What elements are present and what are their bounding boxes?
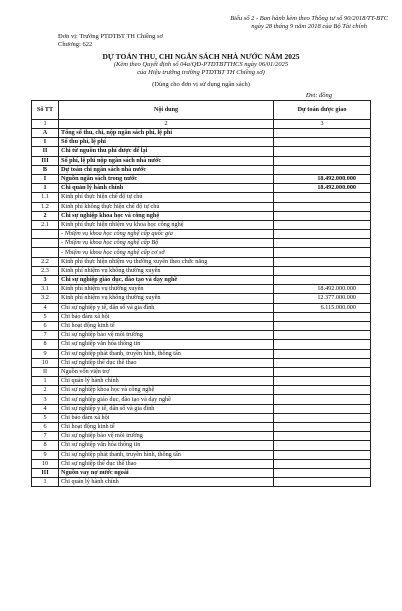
row-amount — [274, 386, 371, 395]
row-amount: 18.492.000.000 — [274, 184, 371, 193]
row-content: Chi quản lý hành chính — [59, 377, 274, 386]
table-row — [32, 184, 371, 193]
table-row — [32, 230, 371, 239]
row-content: Dự toán chi ngân sách nhà nước — [59, 165, 274, 174]
row-stt: 1.2 — [32, 202, 59, 211]
header-amount: Dự toán được giao — [274, 101, 371, 120]
row-stt: 1 — [32, 377, 59, 386]
table-row — [32, 459, 371, 468]
row-content: Chi sự nghiệp giáo dục, đào tạo và dạy nghề — [59, 395, 274, 404]
row-content: Kinh phí thực hiện chế độ tự chủ — [59, 193, 274, 202]
row-amount — [274, 266, 371, 275]
table-row — [32, 303, 371, 312]
table-row — [32, 349, 371, 358]
row-amount — [274, 202, 371, 211]
row-amount — [274, 413, 371, 422]
table-row — [32, 174, 371, 183]
row-amount — [274, 193, 371, 202]
row-stt: A — [32, 129, 59, 138]
row-amount — [274, 147, 371, 156]
row-stt: 5 — [32, 312, 59, 321]
row-content: Chi sự nghiệp phát thanh, truyền hình, thông tấn — [59, 349, 274, 358]
row-content: Kinh phí nhiệm vụ không thường xuyên — [59, 294, 274, 303]
row-content: Chi quản lý hành chính — [59, 184, 274, 193]
row-content: - Nhiệm vụ khoa học công nghệ cấp Bộ — [59, 239, 274, 248]
row-content: Số phí, lệ phí nộp ngân sách nhà nước — [59, 156, 274, 165]
table-row — [32, 331, 371, 340]
table-row — [32, 156, 371, 165]
row-content: Chi từ nguồn thu phí được để lại — [59, 147, 274, 156]
row-content: Chi sự nghiệp thể dục thể thao — [59, 459, 274, 468]
table-row — [32, 423, 371, 432]
form-reference — [230, 15, 388, 31]
row-content: Số thu phí, lệ phí — [59, 138, 274, 147]
table-row — [32, 165, 371, 174]
row-amount: 12.377.000.000 — [274, 294, 371, 303]
table-row — [32, 478, 371, 487]
row-content: - Nhiệm vụ khoa học công nghệ cấp cơ sở — [59, 248, 274, 257]
row-stt: 5 — [32, 413, 59, 422]
row-amount — [274, 395, 371, 404]
table-row — [32, 395, 371, 404]
table-row — [32, 432, 371, 441]
row-content: Kinh phí nhiệm vụ thường xuyên — [59, 285, 274, 294]
row-stt: 2.2 — [32, 257, 59, 266]
table-row — [32, 358, 371, 367]
row-stt: 3.2 — [32, 294, 59, 303]
row-content: Chi sự nghiệp thể dục thể thao — [59, 358, 274, 367]
row-amount — [274, 404, 371, 413]
row-stt: B — [32, 165, 59, 174]
row-stt: 6 — [32, 423, 59, 432]
currency-unit: Đvt: đồng — [305, 92, 332, 99]
row-content: Chi sự nghiệp bảo vệ môi trường — [59, 331, 274, 340]
unit-name: Đơn vị: Trường PTDTBT TH Chiềng sơ — [58, 33, 163, 40]
row-amount — [274, 340, 371, 349]
table-row — [32, 294, 371, 303]
row-stt: 1.1 — [32, 193, 59, 202]
row-stt: 8 — [32, 441, 59, 450]
row-content: Chi hoạt động kinh tế — [59, 321, 274, 330]
row-amount — [274, 331, 371, 340]
subtitle-line-2: của Hiệu trưởng trường PTDTBT TH Chiềng sơ) — [137, 68, 265, 76]
row-stt: 4 — [32, 303, 59, 312]
row-content: Chi hoạt động kinh tế — [59, 423, 274, 432]
table-row — [32, 220, 371, 229]
table-row — [32, 413, 371, 422]
row-amount — [274, 276, 371, 285]
row-amount — [274, 432, 371, 441]
row-content: Chi sự nghiệp văn hóa thông tin — [59, 441, 274, 450]
table-row — [32, 248, 371, 257]
row-stt: 9 — [32, 450, 59, 459]
row-amount — [274, 468, 371, 477]
form-line-1: Biểu số 2 - Ban hành kèm theo Thông tư số 90/2018/TT-BTC — [230, 15, 388, 22]
document-subtitle — [0, 61, 402, 76]
table-row — [32, 468, 371, 477]
row-stt — [32, 248, 59, 257]
row-amount — [274, 248, 371, 257]
row-stt: 3 — [32, 395, 59, 404]
table-row — [32, 211, 371, 220]
table-row — [32, 312, 371, 321]
row-amount — [274, 441, 371, 450]
table-row — [32, 404, 371, 413]
row-amount — [274, 358, 371, 367]
col-number-2: 2 — [59, 120, 274, 129]
header-stt: Số TT — [32, 101, 59, 120]
row-stt: 6 — [32, 321, 59, 330]
row-content: Kinh phí thực hiện nhiệm vụ thường xuyên theo chức năng — [59, 257, 274, 266]
table-header-row — [32, 101, 371, 120]
table-row — [32, 193, 371, 202]
table-row — [32, 450, 371, 459]
row-content: Chi bảo đảm xã hội — [59, 312, 274, 321]
row-amount — [274, 239, 371, 248]
row-stt: 2 — [32, 386, 59, 395]
row-amount — [274, 230, 371, 239]
row-content: Chi sự nghiệp y tế, dân số và gia đình — [59, 404, 274, 413]
table-row — [32, 321, 371, 330]
table-row — [32, 147, 371, 156]
row-content: Chi bảo đảm xã hội — [59, 413, 274, 422]
table-row — [32, 386, 371, 395]
budget-table — [31, 100, 371, 487]
row-amount — [274, 377, 371, 386]
row-content: Chi sự nghiệp bảo vệ môi trường — [59, 432, 274, 441]
row-amount — [274, 478, 371, 487]
row-amount: 18.492.000.000 — [274, 174, 371, 183]
row-content: Chi sự nghiệp khoa học và công nghệ — [59, 386, 274, 395]
row-amount — [274, 423, 371, 432]
table-row — [32, 441, 371, 450]
row-content: Nguồn ngân sách trong nước — [59, 174, 274, 183]
table-row — [32, 340, 371, 349]
row-amount — [274, 312, 371, 321]
row-stt: 4 — [32, 404, 59, 413]
row-amount: 6.115.000.000 — [274, 303, 371, 312]
form-line-2: ngày 28 tháng 9 năm 2018 của Bộ Tài chính — [251, 23, 367, 30]
row-content: Chi sự nghiệp y tế, dân số và gia đình — [59, 303, 274, 312]
table-row — [32, 377, 371, 386]
row-stt: II — [32, 367, 59, 376]
row-amount — [274, 211, 371, 220]
row-stt — [32, 239, 59, 248]
row-stt: 1 — [32, 184, 59, 193]
table-row — [32, 239, 371, 248]
row-amount — [274, 165, 371, 174]
row-stt: 10 — [32, 459, 59, 468]
row-content: Chi quản lý hành chính — [59, 478, 274, 487]
document-title: DỰ TOÁN THU, CHI NGÂN SÁCH NHÀ NƯỚC NĂM 2025 — [102, 52, 300, 61]
usage-note: (Dùng cho đơn vị sử dụng ngân sách) — [152, 81, 250, 88]
table-row — [32, 257, 371, 266]
row-content: Chi sự nghiệp văn hóa thông tin — [59, 340, 274, 349]
row-content: Kinh phí không thực hiện chế độ tự chủ — [59, 202, 274, 211]
row-stt: III — [32, 468, 59, 477]
table-row — [32, 129, 371, 138]
row-amount — [274, 257, 371, 266]
row-content: Kinh phí nhiệm vụ không thường xuyên — [59, 266, 274, 275]
row-stt: I — [32, 138, 59, 147]
row-content: Nguồn vay nợ nước ngoài — [59, 468, 274, 477]
row-stt: 2 — [32, 211, 59, 220]
row-stt: 2.3 — [32, 266, 59, 275]
row-stt: 8 — [32, 340, 59, 349]
row-stt: 3 — [32, 276, 59, 285]
row-amount — [274, 138, 371, 147]
table-row — [32, 138, 371, 147]
row-amount — [274, 129, 371, 138]
row-amount: 18.492.000.000 — [274, 285, 371, 294]
col-number-3: 3 — [274, 120, 371, 129]
table-row — [32, 276, 371, 285]
row-stt: III — [32, 156, 59, 165]
subtitle-line-1: (Kèm theo Quyết định số 04a/QĐ-PTDTBTTHCS ngày 06/01/2025 — [113, 61, 289, 68]
row-amount — [274, 321, 371, 330]
row-content: Chi sự nghiệp giáo dục, đào tạo và dạy nghề — [59, 276, 274, 285]
row-stt: 3.1 — [32, 285, 59, 294]
row-stt: 7 — [32, 432, 59, 441]
row-stt: I — [32, 174, 59, 183]
row-stt: 9 — [32, 349, 59, 358]
table-row — [32, 202, 371, 211]
row-amount — [274, 450, 371, 459]
row-stt: II — [32, 147, 59, 156]
col-number-1: 1 — [32, 120, 59, 129]
table-row — [32, 285, 371, 294]
row-stt: 1 — [32, 478, 59, 487]
row-amount — [274, 349, 371, 358]
row-amount — [274, 459, 371, 468]
header-content: Nội dung — [59, 101, 274, 120]
row-stt — [32, 230, 59, 239]
table-row — [32, 367, 371, 376]
row-stt: 7 — [32, 331, 59, 340]
row-content: Chi sự nghiệp phát thanh, truyền hình, thông tấn — [59, 450, 274, 459]
row-amount — [274, 220, 371, 229]
row-stt: 10 — [32, 358, 59, 367]
row-stt: 2.1 — [32, 220, 59, 229]
table-row — [32, 266, 371, 275]
row-content: Chi sự nghiệp khoa học và công nghệ — [59, 211, 274, 220]
row-content: Tổng số thu, chi, nộp ngân sách phí, lệ phí — [59, 129, 274, 138]
row-content: - Nhiệm vụ khoa học công nghệ cấp quốc gia — [59, 230, 274, 239]
row-amount — [274, 367, 371, 376]
chapter: Chương: 622 — [58, 41, 93, 48]
row-content: Kinh phí thực hiện nhiệm vụ khoa học công nghệ — [59, 220, 274, 229]
row-amount — [274, 156, 371, 165]
column-number-row — [32, 120, 371, 129]
row-content: Nguồn vốn viện trợ — [59, 367, 274, 376]
